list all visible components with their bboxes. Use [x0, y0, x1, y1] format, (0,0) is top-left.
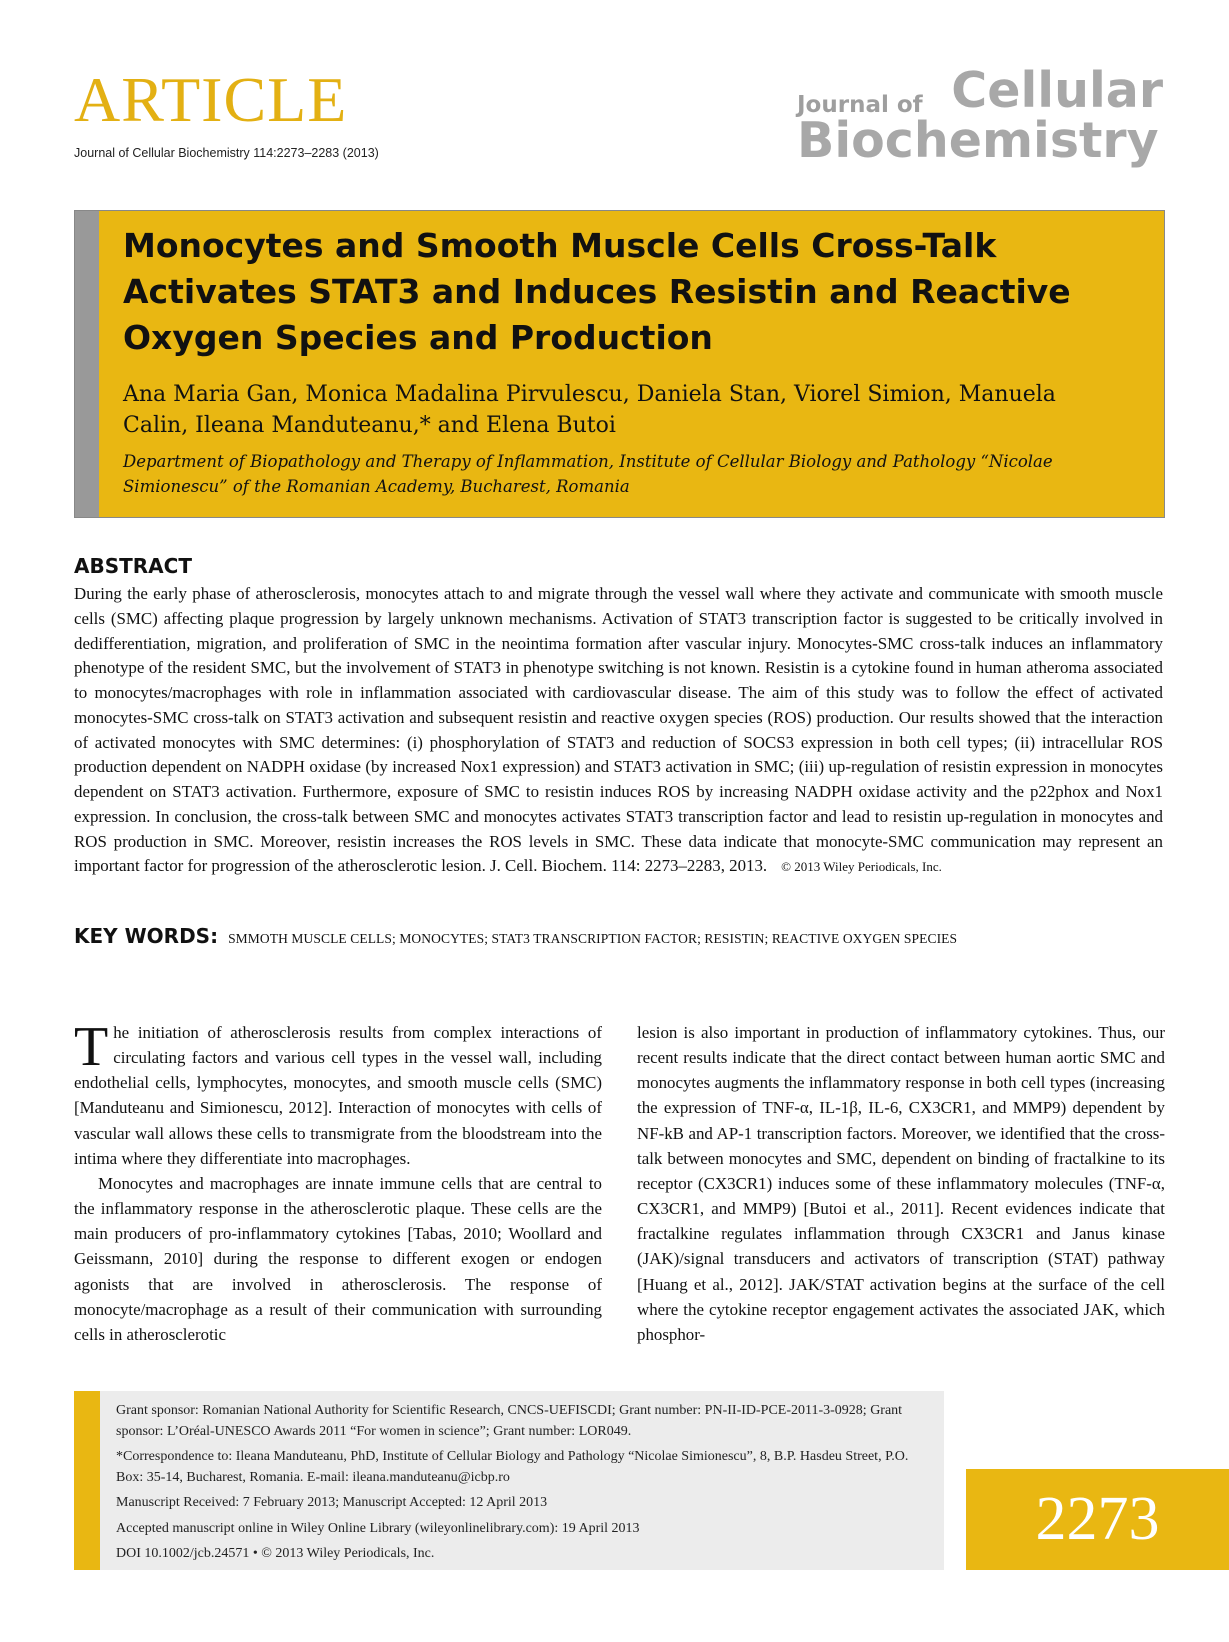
journal-citation: Journal of Cellular Biochemistry 114:2273–2283 (2013) [74, 146, 379, 160]
article-title: Monocytes and Smooth Muscle Cells Cross-Talk Activates STAT3 and Induces Resistin and Reactive Oxygen Species and Production [123, 226, 1071, 357]
body-paragraph: Monocytes and macrophages are innate immune cells that are central to the inflammatory response in the atherosclerotic plaque. These cells are the main producers of pro-inflammatory cytokines [Tabas, 2010; Woollard and Geissmann, 2010] during the response to different exogen or endogen agonists that are involved in atherosclerosis. The response of monocyte/macrophage as a result of their communication with surrounding cells in atherosclerotic [74, 1173, 602, 1344]
journal-logo-biochemistry: Biochemistry [797, 112, 1159, 169]
online-acceptance: Accepted manuscript online in Wiley Online Library (wileyonlinelibrary.com): 19 April 2013 [116, 1520, 640, 1536]
manuscript-dates: Manuscript Received: 7 February 2013; Manuscript Accepted: 12 April 2013 [116, 1495, 548, 1510]
keywords-list: SMMOTH MUSCLE CELLS; MONOCYTES; STAT3 TRANSCRIPTION FACTOR; RESISTIN; REACTIVE OXYGEN SPECIES [228, 931, 958, 946]
drop-cap: T [74, 1016, 109, 1078]
body-column-right [637, 1020, 1165, 1347]
journal-logo-cellular: Cellular [951, 62, 1163, 119]
abstract-heading: ABSTRACT [74, 554, 192, 578]
correspondence-info: *Correspondence to: Ileana Manduteanu, PhD, Institute of Cellular Biology and Pathology “Nicolae Simionescu”, 8, B.P. Hasdeu Street, P.O. Box: 35-14, Bucharest, Romania. E-mail: ileana.manduteanu@icbp.ro [116, 1449, 909, 1485]
footnote-side-bar [74, 1391, 100, 1570]
title-block [74, 210, 1165, 518]
author-list: Ana Maria Gan, Monica Madalina Pirvulescu, Daniela Stan, Viorel Simion, Manuela Calin, Ileana Manduteanu,* and Elena Butoi [123, 382, 1056, 438]
author-affiliation: Department of Biopathology and Therapy of Inflammation, Institute of Cellular Biology and Pathology “Nicolae Simionescu” of the Romanian Academy, Bucharest, Romania [123, 452, 1053, 496]
abstract-copyright: © 2013 Wiley Periodicals, Inc. [781, 859, 942, 875]
journal-logo [797, 62, 1167, 176]
journal-logo-journal-of: Journal of [797, 92, 923, 118]
body-paragraph: The initiation of atherosclerosis results from complex interactions of circulating factors and various cell types in the vessel wall, including endothelial cells, lymphocytes, monocytes, and smooth muscle cells (SMC) [Manduteanu and Simionescu, 2012]. Interaction of monocytes with cells of vascular wall allows these cells to transmigrate from the bloodstream into the intima where they differentiate into macrophages. [74, 1016, 602, 1168]
body-paragraph: lesion is also important in production of inflammatory cytokines. Thus, our recent results indicate that the direct contact between human aortic SMC and monocytes augments the inflammatory response in both cell types (increasing the expression of TNF-α, IL-1β, IL-6, CX3CR1, and MMP9) dependent by NF-kB and AP-1 transcription factors. Moreover, we identified that the cross-talk between monocytes and SMC, dependent on binding of fractalkine to its receptor (CX3CR1) induces some of these inflammatory molecules (TNF-α, CX3CR1, and MMP9) [Butoi et al., 2011]. Recent evidences indicate that fractalkine regulates inflammation through CX3CR1 and Janus kinase (JAK)/signal transducers and activators of transcription (STAT) pathway [Huang et al., 2012]. JAK/STAT activation begins at the surface of the cell where the cytokine receptor engagement activates the associated JAK, which phosphor- [637, 1023, 1165, 1344]
keywords [74, 924, 1163, 948]
doi-line: DOI 10.1002/jcb.24571 • © 2013 Wiley Periodicals, Inc. [116, 1546, 435, 1561]
article-type-label: ARTICLE [74, 64, 348, 135]
grant-info: Grant sponsor: Romanian National Authority for Scientific Research, CNCS-UEFISCDI; Grant number: PN-II-ID-PCE-2011-3-0928; Grant sponsor: L’Oréal-UNESCO Awards 2011 “For women in science”; Grant number: LOR049. [116, 1403, 903, 1439]
abstract-text [74, 582, 1163, 880]
page-number: 2273 [966, 1469, 1229, 1570]
body-column-left [74, 1016, 602, 1347]
title-block-side-bar [75, 211, 99, 517]
abstract-paragraph: During the early phase of atherosclerosis, monocytes attach to and migrate through the vessel wall where they activate and communicate with smooth muscle cells (SMC) affecting plaque progression by largely unknown mechanisms. Activation of STAT3 transcription factor is suggested to be critically involved in dedifferentiation, migration, and proliferation of SMC in the neointima formation after vascular injury. Monocytes-SMC cross-talk induces an inflammatory phenotype of the resident SMC, but the involvement of STAT3 in phenotype switching is not known. Resistin is a cytokine found in human atheroma associated to monocytes/macrophages with role in inflammation associated with cardiovascular disease. The aim of this study was to follow the effect of activated monocytes-SMC cross-talk on STAT3 activation and subsequent resistin and reactive oxygen species (ROS) production. Our results showed that the interaction of activated monocytes with SMC determines: (i) phosphorylation of STAT3 and reduction of SOCS3 expression in both cell types; (ii) intracellular ROS production dependent on NADPH oxidase (by increased Nox1 expression) and STAT3 activation in SMC; (iii) up-regulation of resistin expression in monocytes dependent on STAT3 activation. Furthermore, exposure of SMC to resistin induces ROS by increasing NADPH oxidase activity and the p22phox and Nox1 expression. In conclusion, the cross-talk between SMC and monocytes activates STAT3 transcription factor and lead to resistin up-regulation in monocytes and ROS production in SMC. Moreover, resistin increases the ROS levels in SMC. These data indicate that monocyte-SMC communication may represent an important factor for progression of the atherosclerotic lesion. J. Cell. Biochem. 114: 2273–2283, 2013. [74, 584, 1163, 876]
keywords-label: KEY WORDS: [74, 924, 219, 948]
footnote-box [74, 1391, 944, 1570]
footnote-text [116, 1401, 926, 1570]
